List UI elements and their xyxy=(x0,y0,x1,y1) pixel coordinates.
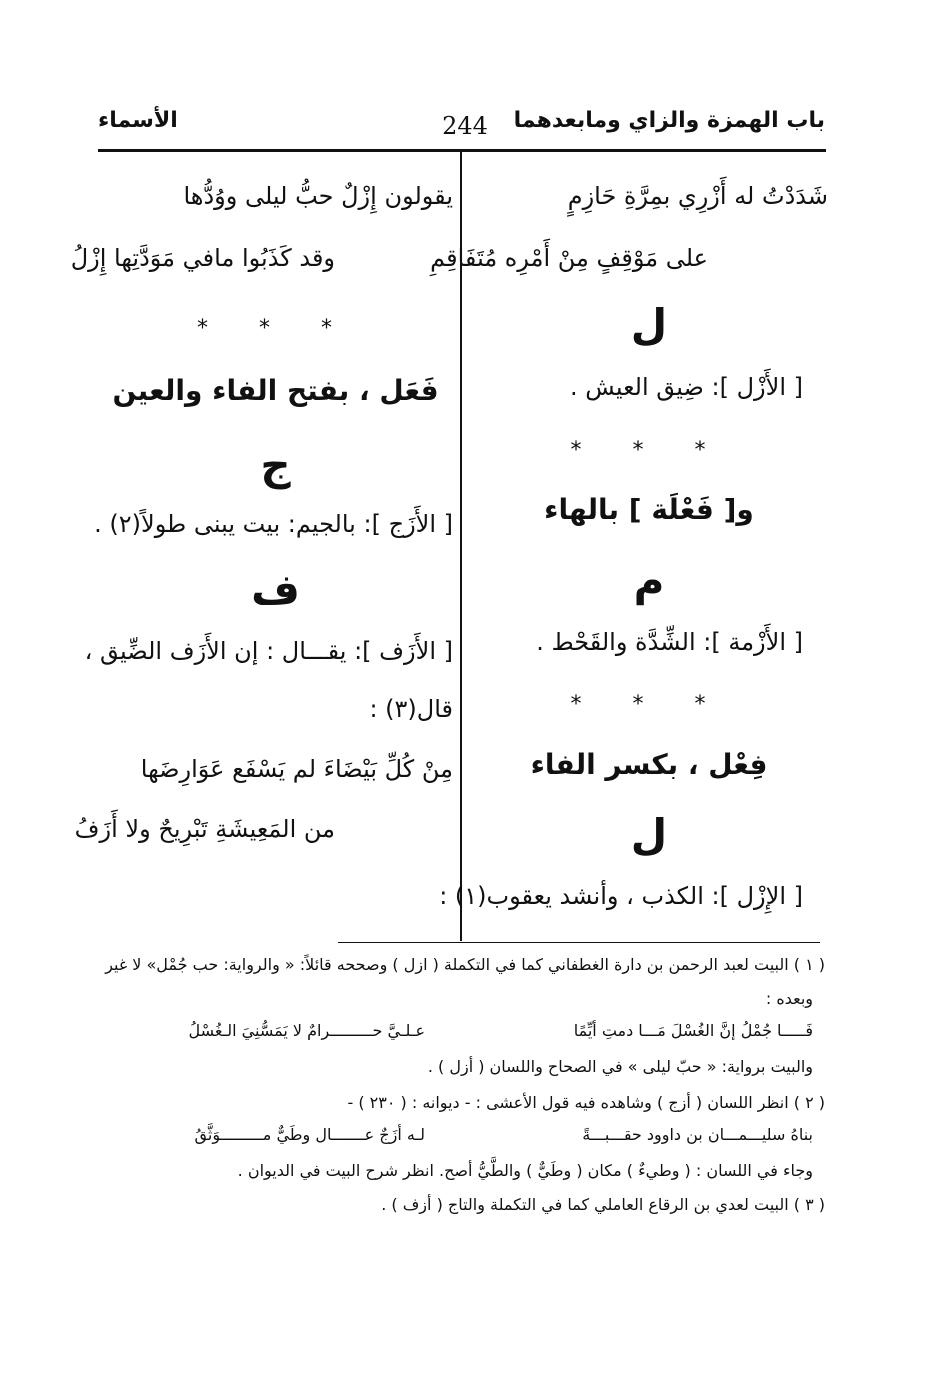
letter-heading: ل xyxy=(630,300,668,349)
verse-line: شَدَدْتُ له أَزْرِي بمِرَّةِ حَازِمٍ xyxy=(567,182,828,210)
section-separator: * * * xyxy=(197,316,354,341)
dictionary-entry: [ الإِزْل ]: الكذب ، وأنشد يعقوب(١) : xyxy=(439,882,803,910)
verse-line: يقولون إِزْلٌ حبُّ ليلى ووُدُّها xyxy=(183,182,453,210)
verse-line: مِنْ كُلِّ بَيْضَاءَ لم يَسْفَع عَوَارِضَها xyxy=(140,755,453,783)
footnote-verse: بناهُ سليـــمـــان بن داوود حقـــبـــةً xyxy=(582,1125,813,1144)
chapter-title: باب الهمزة والزاي ومابعدهما xyxy=(513,108,825,133)
footnote-verse: فَـــــا جُمْلُ إنَّ الغُسْلَ مَـــا دمتِ أيِّمًا xyxy=(573,1021,813,1040)
page-number: 244 xyxy=(442,112,488,140)
dictionary-entry: [ الأَزْل ]: ضِيق العيش . xyxy=(569,373,803,401)
section-separator: * * * xyxy=(570,692,728,717)
dictionary-entry: [ الأَزَج ]: بالجيم: بيت يبنى طولاً(٢) . xyxy=(94,510,453,538)
letter-heading: ج xyxy=(260,440,291,489)
footnote-line: ( ٣ ) البيت لعدي بن الرقاع العاملي كما في التكملة والتاج ( أزف ) . xyxy=(381,1195,825,1214)
footnote-line: وجاء في اللسان : ( وطيءٌ ) مكان ( وطَيٌّ ) والطَّيُّ أصح. انظر شرح البيت في الديوان . xyxy=(237,1161,813,1180)
letter-heading: ل xyxy=(630,810,668,859)
footnote-line: والبيت برواية: « حبّ ليلى » في الصحاح واللسان ( أزل ) . xyxy=(427,1057,813,1076)
footnote-verse: لـه أزَجٌ عـــــــال وطَيٌّ مـــــــــوَثَّقُ xyxy=(194,1125,425,1144)
pattern-heading: و[ فَعْلَة ] بالهاء xyxy=(544,493,754,526)
section-separator: * * * xyxy=(570,438,728,463)
verse-line: وقد كَذَبُوا مافي مَوَدَّتِها إِزْلُ xyxy=(70,244,335,272)
footnote-verse: عـلـيَّ حـــــــــرامٌ لا يَمَسُّنِيَ الـغُسْلُ xyxy=(188,1021,425,1040)
footnote-line: وبعده : xyxy=(765,989,813,1008)
pattern-heading: فِعْل ، بكسر الفاء xyxy=(530,748,768,781)
dictionary-entry: [ الأَزْمة ]: الشِّدَّة والقَحْط . xyxy=(536,628,803,656)
footnote-line: ( ١ ) البيت لعبد الرحمن بن دارة الغطفاني كما في التكملة ( ازل ) وصححه قائلاً: « والرواية: حب جُمْل» لا غير xyxy=(105,955,825,974)
section-title: الأسماء xyxy=(98,108,178,133)
dictionary-entry: [ الأَزَف ]: يقـــال : إن الأَزَف الضِّيق ، xyxy=(84,637,453,665)
verse-line: من المَعِيشَةِ تَبْرِيحٌ ولا أَزَفُ xyxy=(74,815,335,843)
header-rule xyxy=(98,149,826,152)
pattern-heading: فَعَل ، بفتح الفاء والعين xyxy=(112,374,439,407)
letter-heading: م xyxy=(633,556,665,605)
letter-heading: ف xyxy=(251,565,300,614)
footnote-line: ( ٢ ) انظر اللسان ( أزج ) وشاهده فيه قول الأعشى : - ديوانه : ( ٢٣٠ ) - xyxy=(347,1093,825,1112)
verse-line: على مَوْقِفٍ مِنْ أَمْرِه مُتَفَاقِمِ xyxy=(430,244,708,272)
quote-intro: قال(٣) : xyxy=(369,695,453,723)
footnote-rule xyxy=(338,942,820,943)
